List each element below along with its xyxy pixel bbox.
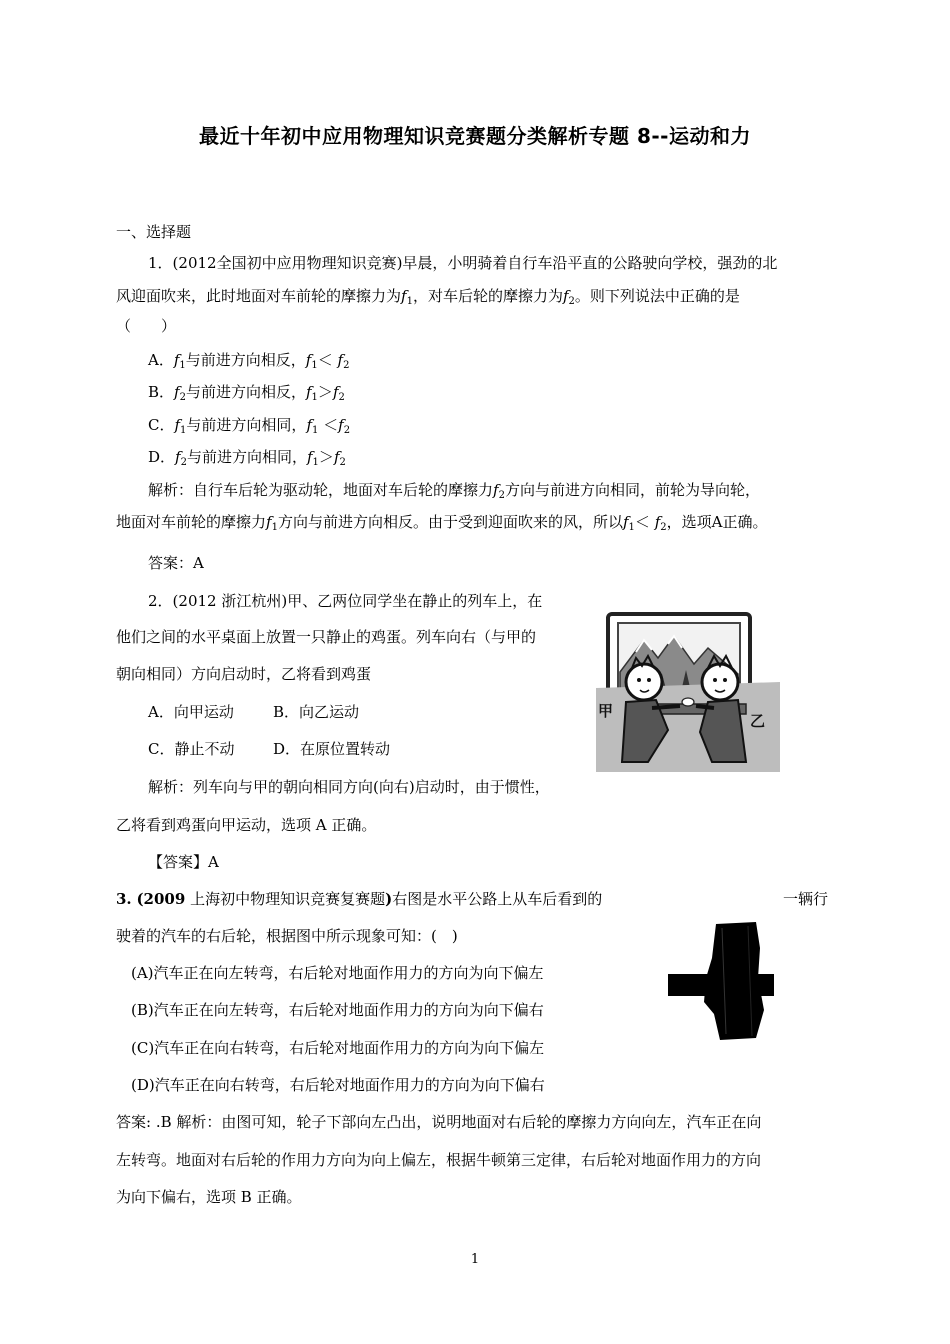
q1-stem-line3: （ ） (116, 317, 177, 335)
q3-stem-line2: 驶着的汽车的右后轮，根据图中所示现象可知：( ) (116, 927, 458, 945)
q1-stem-line2: 风迎面吹来，此时地面对车前轮的摩擦力为$f_1$，对车后轮的摩擦力为$f_2$。则下列说法中正确的是 (116, 287, 740, 307)
q2-stem-line2: 他们之间的水平桌面上放置一只静止的鸡蛋。列车向右（与甲的 (116, 628, 537, 646)
q1-option-b: B．$f_2$与前进方向相反，$f_1>f_2$ (148, 383, 345, 403)
page-title: 最近十年初中应用物理知识竞赛题分类解析专题 8--运动和力 (199, 124, 751, 148)
q2-analysis-line1: 解析：列车向与甲的朝向相同方向(向右)启动时，由于惯性， (148, 778, 550, 796)
q3-answer-line3: 为向下偏右，选项 B 正确。 (116, 1188, 302, 1206)
q2-answer: 【答案】A (148, 853, 219, 871)
q3-option-b: (B)汽车正在向左转弯，右后轮对地面作用力的方向为向下偏右 (131, 1001, 544, 1019)
q1-analysis-line2: 地面对车前轮的摩擦力$f_1$方向与前进方向相反。由于受到迎面吹来的风，所以$f_1< f_2$，选项A正确。 (116, 513, 768, 533)
label-jia: 甲 (598, 702, 614, 720)
q1-option-c: C．$f_1$与前进方向相同，$f_1 <f_2$ (148, 416, 351, 436)
q1-option-d: D．$f_2$与前进方向相同，$f_1>f_2$ (148, 448, 346, 468)
q2-option-b: B．向乙运动 (273, 703, 360, 721)
page-number: 1 (470, 1252, 480, 1267)
q3-option-a: (A)汽车正在向左转弯，右后轮对地面作用力的方向为向下偏左 (131, 964, 544, 982)
q3-stem-line1: 3. (2009 上海初中物理知识竞赛复赛题)右图是水平公路上从车后看到的 (116, 890, 603, 908)
q3-option-d: (D)汽车正在向右转弯，右后轮对地面作用力的方向为向下偏右 (131, 1076, 545, 1094)
q2-stem-line3: 朝向相同）方向启动时，乙将看到鸡蛋 (116, 665, 372, 683)
q1-stem-line1: 1．(2012全国初中应用物理知识竞赛)早晨，小明骑着自行车沿平直的公路驶向学校，强劲的北 (148, 254, 778, 272)
q2-option-c: C．静止不动 (148, 740, 235, 758)
q1-option-a: A．$f_1$与前进方向相反，$f_1< f_2$ (148, 351, 350, 371)
label-yi: 乙 (750, 712, 766, 730)
q3-answer-line2: 左转弯。地面对右后轮的作用力方向为向上偏左，根据牛顿第三定律，右后轮对地面作用力的方向 (116, 1151, 762, 1169)
rear-wheel-illustration (668, 918, 774, 1044)
q2-option-a: A．向甲运动 (148, 703, 234, 721)
q2-stem-line1: 2．(2012 浙江杭州)甲、乙两位同学坐在静止的列车上，在 (148, 592, 543, 610)
q2-analysis-line2: 乙将看到鸡蛋向甲运动，选项 A 正确。 (116, 816, 377, 834)
q1-analysis-line1: 解析：自行车后轮为驱动轮，地面对车后轮的摩擦力$f_2$方向与前进方向相同，前轮为导向轮， (148, 481, 760, 501)
section-heading: 一、选择题 (116, 223, 192, 241)
q3-option-c: (C)汽车正在向右转弯，右后轮对地面作用力的方向为向下偏左 (131, 1039, 545, 1057)
q3-answer-line1: 答案: .B 解析：由图可知，轮子下部向左凸出，说明地面对右后轮的摩擦力方向向左，汽车正在向 (116, 1113, 762, 1131)
train-students-illustration (596, 612, 780, 772)
q1-answer: 答案：A (148, 554, 204, 572)
q2-option-d: D．在原位置转动 (273, 740, 391, 758)
q3-stem-line1-end: 一辆行 (783, 890, 829, 908)
